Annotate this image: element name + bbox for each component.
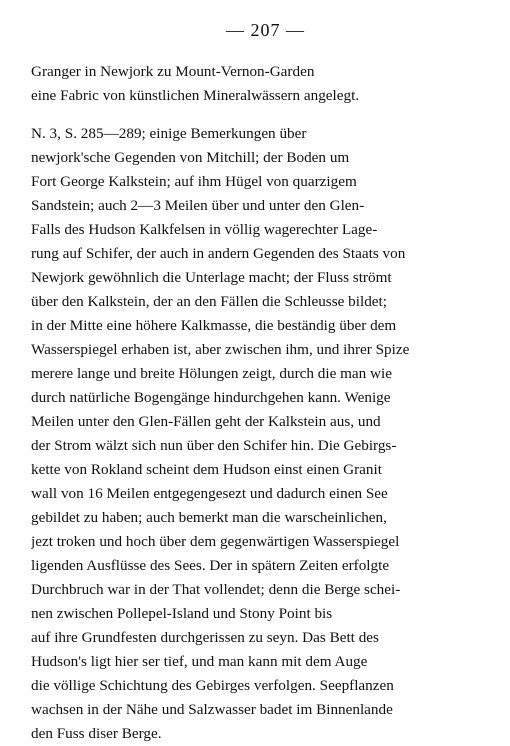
text-line: Falls des Hudson Kalkfelsen in völlig wagerechter Lage- [31,221,378,238]
text-line: nen zwischen Pollepel-Island und Stony Point bis [31,605,333,622]
text-line: Durchbruch war in der That vollendet; denn die Berge schei- [31,581,401,598]
text-line: jezt troken und hoch über dem gegenwärtigen Wasserspiegel [31,533,400,550]
text-line: auf ihre Grundfesten durchgerissen zu seyn. Das Bett des [31,629,379,646]
text-line: Fort George Kalkstein; auf ihm Hügel von quarzigem [31,173,357,190]
text-line: wall von 16 Meilen entgegengesezt und dadurch einen See [31,485,388,502]
text-line: eine Fabric von künstlichen Mineralwässern angelegt. [31,87,360,104]
text-line: den Fuss diser Berge. [31,725,162,742]
text-line: durch natürliche Bogengänge hindurchgehen kann. Wenige [31,389,391,406]
text-line: wachsen in der Nähe und Salzwasser badet im Binnenlande [31,701,393,718]
text-line: Newjork gewöhnlich die Unterlage macht; der Fluss strömt [31,269,392,286]
text-line: in der Mitte eine höhere Kalkmasse, die beständig über dem [31,317,397,334]
text-line: Hudson's ligt hier ser tief, und man kann mit dem Auge [31,653,368,670]
paragraph-2 [31,122,500,746]
text-line: kette von Rokland scheint dem Hudson einst einen Granit [31,461,382,478]
text-line: Sandstein; auch 2—3 Meilen über und unter den Glen- [31,197,365,214]
text-line: rung auf Schifer, der auch in andern Gegenden des Staats von [31,245,406,262]
paragraph-1 [31,60,500,108]
text-line: newjork'sche Gegenden von Mitchill; der Boden um [31,149,350,166]
text-line: Granger in Newjork zu Mount-Vernon-Garden [31,63,315,80]
text-line: der Strom wälzt sich nun über den Schifer hin. Die Gebirgs- [31,437,397,454]
text-line: die völlige Schichtung des Gebirges verfolgen. Seepflanzen [31,677,394,694]
text-line: Wasserspiegel erhaben ist, aber zwischen ihm, und ihrer Spize [31,341,410,358]
text-line: N. 3, S. 285—289; einige Bemerkungen über [31,125,307,142]
text-line: Meilen unter den Glen-Fällen geht der Kalkstein aus, und [31,413,381,430]
text-line: über den Kalkstein, der an den Fällen die Schleusse bildet; [31,293,387,310]
text-line: gebildet zu haben; auch bemerkt man die warscheinlichen, [31,509,387,526]
text-line: ligenden Ausflüsse des Sees. Der in spätern Zeiten erfolgte [31,557,390,574]
text-line: merere lange und breite Hölungen zeigt, durch die man wie [31,365,392,382]
paragraph-gap [31,108,500,122]
page-number: — 207 — [226,20,305,40]
